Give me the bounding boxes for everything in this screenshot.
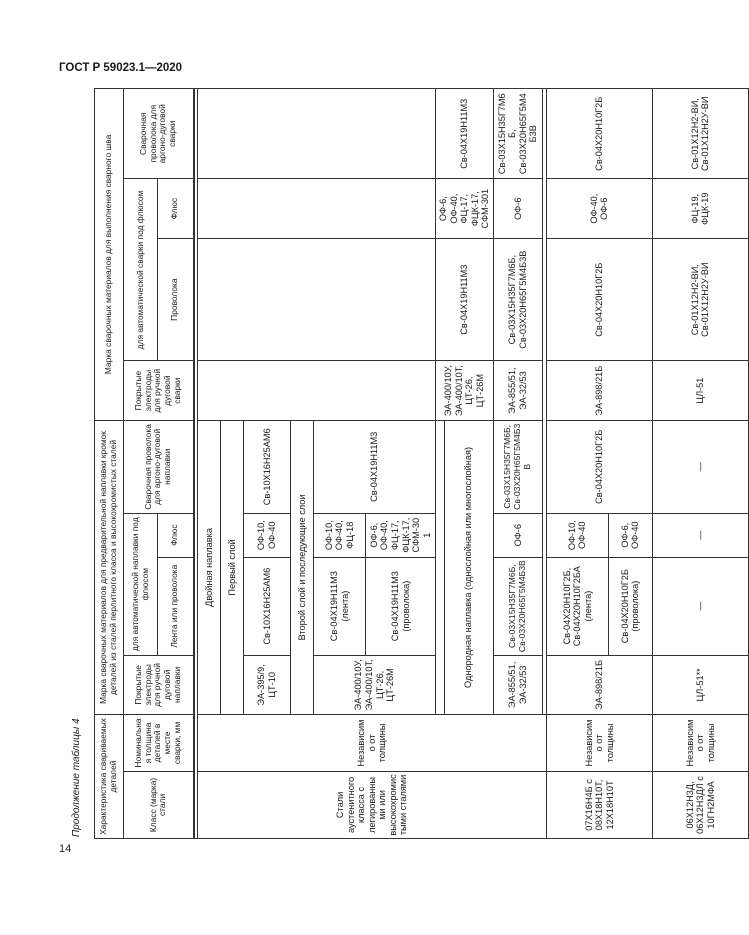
electrodes-group3: ЦЛ-51**: [652, 655, 748, 714]
electrodes-group2: ЭА-898/21Б: [546, 655, 652, 714]
flux-group3: —: [652, 513, 748, 557]
flux-first-layer: ОФ-10, ОФ-40: [244, 513, 291, 557]
section-homogeneous: Однородная наплавка (однослойная или многослойная): [444, 420, 493, 714]
argon-wire-welding-homo: Св-03Х15Н35Г7М6Б, Св-03Х20Н65Г5М4Б3В: [493, 89, 542, 180]
header-flux-surfacing: Флюс: [158, 513, 194, 557]
header-wire-welding: Проволока: [158, 238, 194, 361]
electrodes-welding-group2: ЭА-898/21Б: [546, 361, 652, 420]
electrodes-welding-group3: ЦЛ-51: [652, 361, 748, 420]
argon-wire-welding-group2: Св-04Х20Н10Г2Б: [546, 89, 652, 180]
section-double-surfacing: Двойная наплавка: [198, 420, 221, 714]
header-argon-wire-welding: Сварочная проволока для аргоно-дуговой сварки: [124, 89, 194, 180]
tape-second-layer: Св-04Х19Н11М3 (лента): [314, 557, 366, 655]
electrodes-welding-homo: ЭА-855/51, ЭА-32/53: [493, 361, 542, 420]
header-flux-welding: Флюс: [158, 179, 194, 238]
steel-class-group1: Стали аустенитного класса с легированными или высокохромистыми сталями: [198, 771, 547, 838]
section-first-layer: Первый слой: [221, 420, 244, 714]
argon-wire-welding-group1: Св-04Х19Н11М3: [436, 89, 494, 180]
steel-class-group3: 06Х12Н3Д, 06Х12Н3ДЛ с 10ГН2МФА: [652, 771, 748, 838]
tape-first-layer: Св-10Х16Н25АМ6: [244, 557, 291, 655]
tape-group2: Св-04Х20Н10Г2Б, Св-04Х20Н10Г2БА (лента): [546, 557, 608, 655]
flux-welding-group1: ОФ-6, ОФ-40, ФЦ-17, ФЦК-17, СФМ-301: [436, 179, 494, 238]
argon-wire-homogeneous: Св-03Х15Н35Г7М6Б, Св-03Х20Н65Г5М4Б3В: [493, 420, 542, 513]
tape-group3: —: [652, 557, 748, 655]
flux-homogeneous: ОФ-6: [493, 513, 542, 557]
rotated-table-area: [71, 88, 716, 839]
flux-tape-group2: ОФ-10, ОФ-40: [546, 513, 608, 557]
header-auto-flux-surfacing: для автоматической наплавки под флюсом: [124, 513, 158, 655]
flux-welding-homo: ОФ-6: [493, 179, 542, 238]
electrodes-first-layer: ЭА-395/9, ЦТ-10: [244, 655, 291, 714]
argon-wire-first-layer: Св-10Х16Н25АМ6: [244, 420, 291, 513]
electrodes-welding-group1: ЭА-400/10У, ЭА-400/10Т, ЦТ-26, ЦТ-26М: [436, 361, 494, 420]
document-title: ГОСТ Р 59023.1—2020: [59, 62, 183, 74]
thickness-group2: Независимо от толщины: [546, 715, 652, 772]
header-characteristics: Характеристика свариваемых деталей: [95, 715, 124, 839]
wire-welding-homo: Св-03Х15Н35Г7М6Б, Св-03Х20Н65Г5М4Б3В: [493, 238, 542, 361]
header-thickness: Номинальная толщина деталей в месте сварки, мм: [124, 715, 194, 772]
wire-group2: Св-04Х20Н10Г2Б (проволока): [608, 557, 652, 655]
header-tape-or-wire: Лента или проволока: [158, 557, 194, 655]
page-number: 14: [59, 843, 72, 855]
electrodes-homogeneous: ЭА-855/51, ЭА-32/53: [493, 655, 542, 714]
argon-wire-second-layer: Св-04Х19Н11М3: [314, 420, 436, 513]
thickness-group3: Независимо от толщины: [652, 715, 748, 772]
flux-tape-second-layer: ОФ-10, ОФ-40, ФЦ-18: [314, 513, 366, 557]
thickness-group1: Независимо от толщины: [198, 715, 547, 772]
argon-wire-welding-group3: Св-01Х12Н2-ВИ, Св-01Х12Н2У-ВИ: [652, 89, 748, 180]
argon-wire-group2: Св-04Х20Н10Г2Б: [546, 420, 652, 513]
header-electrodes-surfacing: Покрытые электроды для ручной дуговой наплавки: [124, 655, 194, 714]
flux-welding-group2: ОФ-40, ОФ-6: [546, 179, 652, 238]
wire-welding-group1: Св-04Х19Н11М3: [436, 238, 494, 361]
tape-homogeneous: Св-03Х15Н35Г7М6Б, Св-03Х20Н65Г5М4Б3В: [493, 557, 542, 655]
header-welding-materials: Марка сварочных материалов для выполнения сварного шва: [95, 89, 124, 421]
electrodes-second-layer: ЭА-400/10У, ЭА-400/10Т, ЦТ-26, ЦТ-26М: [314, 655, 436, 714]
header-surfacing-materials: Марка сварочных материалов для предварительной наплавки кромок деталей из сталей перлитного класса и высокохромистых сталей: [95, 420, 124, 714]
header-steel-class: Класс (марка) стали: [124, 771, 194, 838]
wire-second-layer: Св-04Х19Н11М3 (проволока): [366, 557, 436, 655]
welding-materials-table: [94, 88, 749, 839]
steel-class-group2: 07Х16Н4Б с 08Х18Н10Т, 12Х18Н10Т: [546, 771, 652, 838]
header-electrodes-welding: Покрытые электроды для ручной дуговой сварки: [124, 361, 194, 420]
header-argon-wire-surfacing: Сварочная проволока для аргоно-дуговой наплавки: [124, 420, 194, 513]
wire-welding-group2: Св-04Х20Н10Г2Б: [546, 238, 652, 361]
header-auto-flux-welding: для автоматической сварки под флюсом: [124, 179, 158, 361]
section-second-layer: Второй слой и последующие слои: [291, 420, 314, 714]
flux-wire-second-layer: ОФ-6, ОФ-40, ФЦ-17, ФЦК-17, СФМ-301: [366, 513, 436, 557]
argon-wire-group3: —: [652, 420, 748, 513]
wire-welding-group3: Св-01Х12Н2-ВИ, Св-01Х12Н2У-ВИ: [652, 238, 748, 361]
flux-welding-group3: ФЦ-19, ФЦК-19: [652, 179, 748, 238]
table-continuation-caption: Продолжение таблицы 4: [71, 718, 82, 837]
flux-wire-group2: ОФ-6, ОФ-40: [608, 513, 652, 557]
